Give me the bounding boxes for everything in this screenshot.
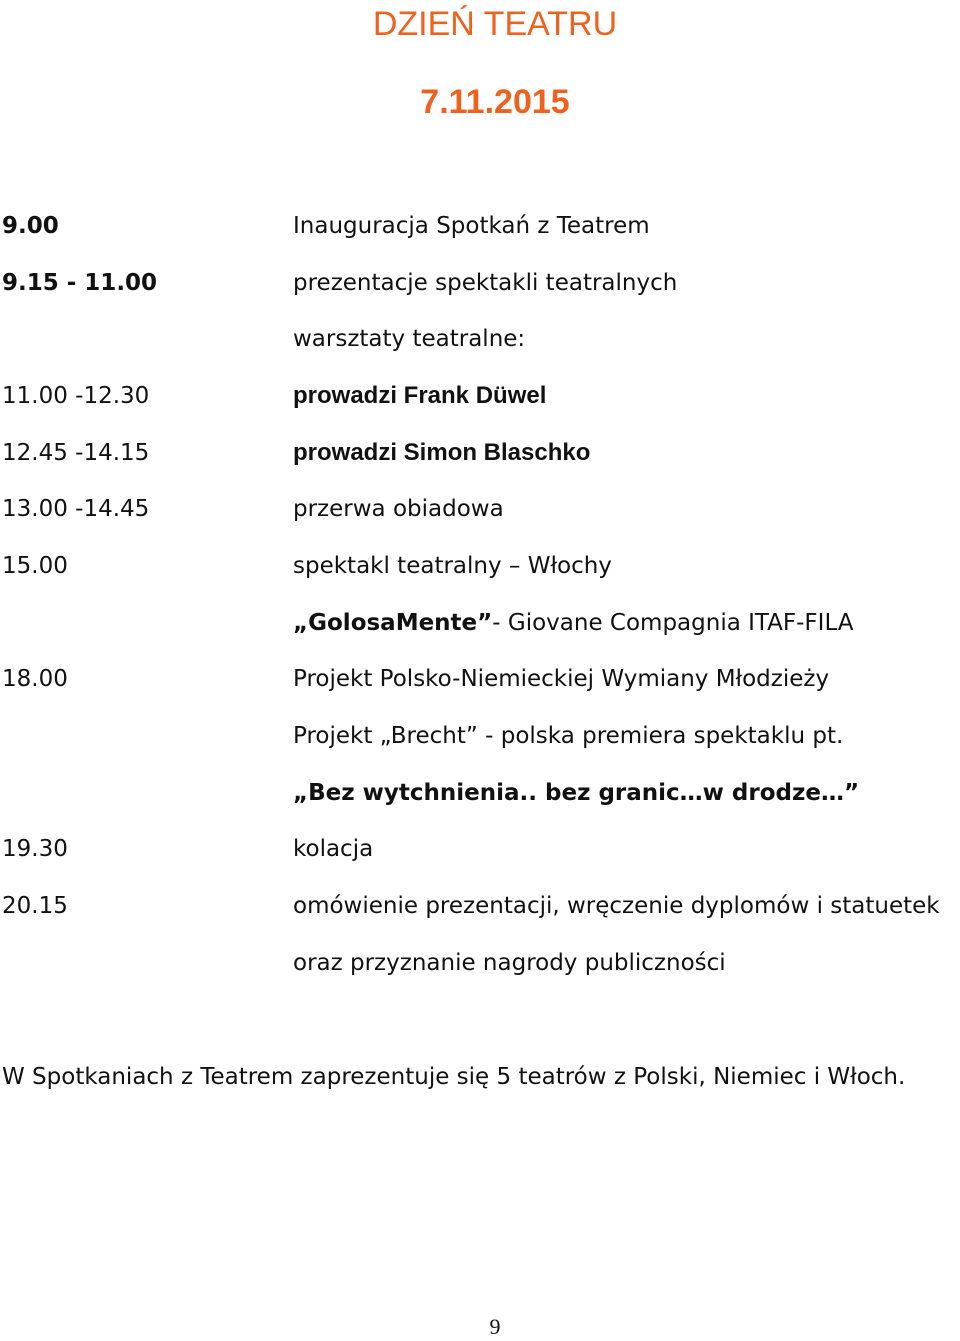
schedule-description: kolacja	[293, 836, 374, 862]
schedule-description: „Bez wytchnienia.. bez granic…w drodze…”	[293, 780, 860, 806]
schedule-description: prowadzi Frank Düwel	[293, 382, 547, 409]
schedule-time: 13.00 -14.45	[2, 496, 150, 522]
schedule-time: 18.00	[2, 666, 68, 692]
schedule-description: prowadzi Simon Blaschko	[293, 439, 591, 466]
schedule-time: 19.30	[2, 836, 68, 862]
page-number: 9	[489, 1314, 501, 1339]
schedule-time: 12.45 -14.15	[2, 440, 150, 466]
schedule-time: 11.00 -12.30	[2, 383, 150, 409]
page-title: DZIEŃ TEATRU	[372, 5, 618, 43]
performance-company: - Giovane Compagnia ITAF-FILA	[492, 610, 854, 636]
schedule-description: warsztaty teatralne:	[293, 326, 526, 352]
quote-close: ”	[477, 610, 493, 636]
schedule-description: Projekt „Brecht” - polska premiera spektaklu pt.	[293, 723, 844, 749]
schedule-description: przerwa obiadowa	[293, 496, 504, 522]
schedule-time: 15.00	[2, 553, 68, 579]
schedule-description: Inauguracja Spotkań z Teatrem	[293, 213, 650, 239]
schedule-time: 20.15	[2, 893, 68, 919]
schedule-time: 9.15 - 11.00	[2, 270, 158, 296]
schedule-description	[293, 605, 854, 641]
schedule-description: prezentacje spektakli teatralnych	[293, 270, 678, 296]
performance-title: GolosaMente	[308, 610, 478, 636]
quote-open: „	[293, 610, 309, 636]
event-date: 7.11.2015	[420, 83, 570, 121]
footer-note: W Spotkaniach z Teatrem zaprezentuje się 5 teatrów z Polski, Niemiec i Włoch.	[2, 1064, 906, 1090]
schedule-description: Projekt Polsko-Niemieckiej Wymiany Młodzieży	[293, 666, 830, 692]
schedule-description: omówienie prezentacji, wręczenie dyplomów i statuetek	[293, 893, 940, 919]
schedule-time: 9.00	[2, 213, 59, 239]
schedule-description: spektakl teatralny – Włochy	[293, 553, 612, 579]
schedule-description: oraz przyznanie nagrody publiczności	[293, 950, 726, 976]
